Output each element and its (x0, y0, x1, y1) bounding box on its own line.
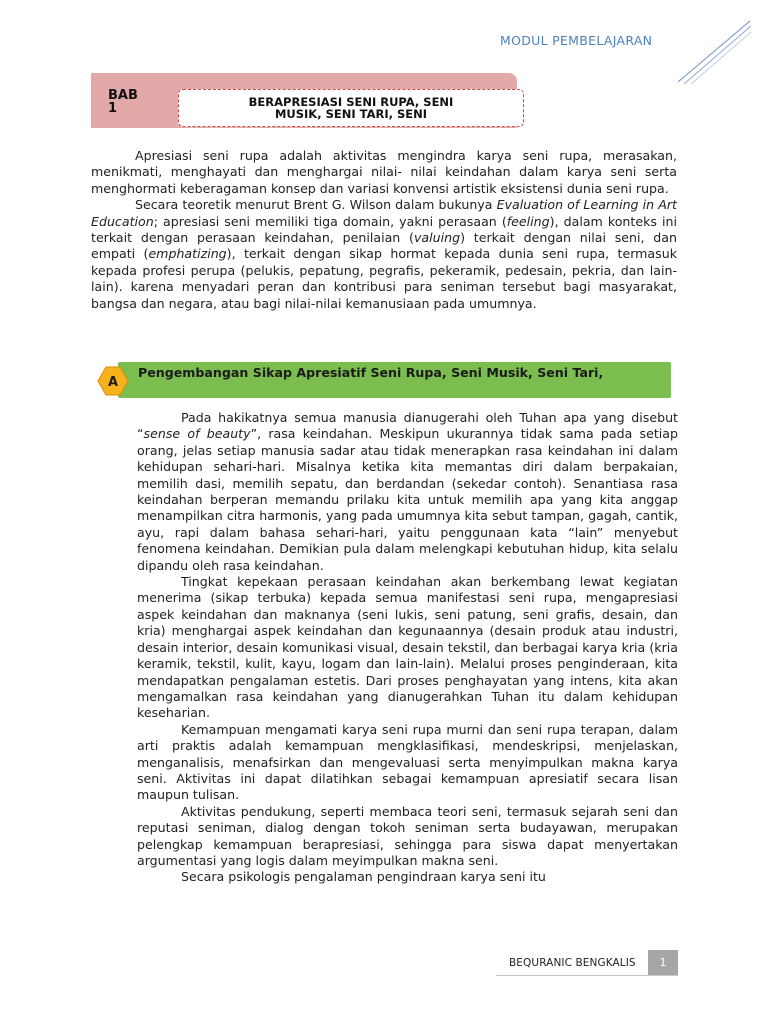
intro-text (91, 148, 677, 312)
page-number: 1 (648, 950, 678, 976)
text-run: ”, rasa keindahan. Meskipun ukurannya tidak sama pada setiap orang, jelas setiap manusia sadar atau tidak menerapkan rasa keindahan ini dalam kehidupan sehari-hari. Misalnya ketika kita memantas diri dalam berpakaian, memilih dasi, memilih sepatu, dan berdandan (sekedar contoh). Senantiasa rasa keindahan berperan memandu prilaku kita untuk memilih apa yang kita anggap menampilkan citra harmonis, yang pada umumnya kita sebut tampan, gagah, cantik, ayu, rapi dalam bahasa sehari-hari, yaitu penggunaan kata “lain” menyebut fenomena keindahan. Demikian pula dalam melengkapi kebutuhan hidup, kita selalu dipandu oleh rasa keindahan. (137, 426, 679, 573)
body-paragraph-1 (137, 410, 678, 574)
body-paragraph-3: Kemampuan mengamati karya seni rupa murni dan seni rupa terapan, dalam arti praktis adalah kemampuan mengklasifikasi, mendeskripsi, menjelaskan, menganalisis, menafsirkan dan mengevaluasi serta menyimpulkan makna karya seni. Aktivitas ini dapat dilatihkan sebagai kemampuan apresiatif secara lisan maupun tulisan. (137, 721, 678, 803)
section-heading-title: Pengembangan Sikap Apresiatif Seni Rupa, Seni Musik, Seni Tari, (138, 365, 604, 380)
footer-divider (496, 975, 678, 976)
body-text (137, 410, 678, 886)
text-run: Pada hakikatnya semua manusia dianugerahi oleh Tuhan apa yang disebut “ (137, 410, 678, 442)
chapter-label: BAB 1 (108, 89, 138, 115)
body-paragraph-4: Aktivitas pendukung, seperti membaca teori seni, termasuk sejarah seni dan reputasi seniman, dialog dengan tokoh seniman serta budayawan, merupakan pelengkap kemampuan berapresiasi, sehingga para siswa dapat menyertakan argumentasi yang logis dalam meyimpulkan makna seni. (137, 803, 678, 868)
italic-term: emphatizing (148, 246, 227, 262)
section-heading-bar (118, 362, 671, 398)
footer-text: BEQURANIC BENGKALIS (509, 957, 636, 969)
text-run: Secara teoretik menurut Brent G. Wilson dalam bukunya (135, 197, 497, 213)
text-run: ; apresiasi seni memiliki tiga domain, yakni perasaan ( (153, 213, 507, 229)
text-run: ), dalam konteks ini terkait dengan perasaan keindahan, penilaian ( (91, 213, 677, 246)
intro-paragraph-1: Apresiasi seni rupa adalah aktivitas mengindra karya seni rupa, merasakan, menikmati, menghayati dan menghargai nilai- nilai keindahan dalam karya seni serta menghormati keberagaman konsep dan variasi konvensi artistik eksistensi dunia seni rupa. (91, 148, 677, 196)
intro-paragraph-2 (91, 197, 677, 312)
chapter-title-box (178, 89, 524, 127)
chapter-title-line-2: MUSIK, SENI TARI, SENI (274, 107, 428, 121)
text-run: ) terkait dengan nilai seni, dan empati ( (91, 230, 677, 262)
italic-term: Evaluation of Learning in Art Education (91, 197, 677, 229)
italic-term: valuing (413, 230, 461, 246)
section-letter: A (107, 375, 119, 390)
italic-term: sense of beauty (143, 426, 251, 442)
hexagon-badge-icon (97, 365, 129, 397)
header-title: MODUL PEMBELAJARAN (500, 33, 653, 48)
body-paragraph-5: Secara psikologis pengalaman pengindraan karya seni itu (181, 869, 546, 885)
body-paragraph-2: Tingkat kepekaan perasaan keindahan akan berkembang lewat kegiatan menerima (sikap terbuka) kepada semua manifestasi seni rupa, mengapresiasi aspek keindahan dan maknanya (seni lukis, seni patung, seni grafis, desain, dan kria) menghargai aspek keindahan dan kegunaannya (desain produk atau industri, desain interior, desain komunikasi visual, desain tekstil, dan berbagai karya kria (kria keramik, tekstil, kulit, kayu, logam dan lain-lain). Melalui proses penginderaan, kita mendapatkan pengalaman estetis. Dari proses penghayatan yang intens, kita akan mengamalkan rasa keindahan yang dianugerahkan Tuhan itu dalam kehidupan keseharian. (137, 574, 678, 721)
corner-lines-icon (676, 20, 752, 86)
italic-term: feeling (506, 213, 550, 229)
text-run: ), terkait dengan sikap hormat kepada dunia seni rupa, termasuk kepada profesi perupa (pelukis, pepatung, pegrafis, pekeramik, pedesain, pekria, dan lain-lain). karena menyadari peran dan kontribusi para seniman tersebut bagi masyarakat, bangsa dan negara, atau bagi nilai-nilai kemanusiaan pada umumnya. (91, 246, 677, 311)
chapter-title-line-1: BERAPRESIASI SENI RUPA, SENI (248, 95, 454, 109)
